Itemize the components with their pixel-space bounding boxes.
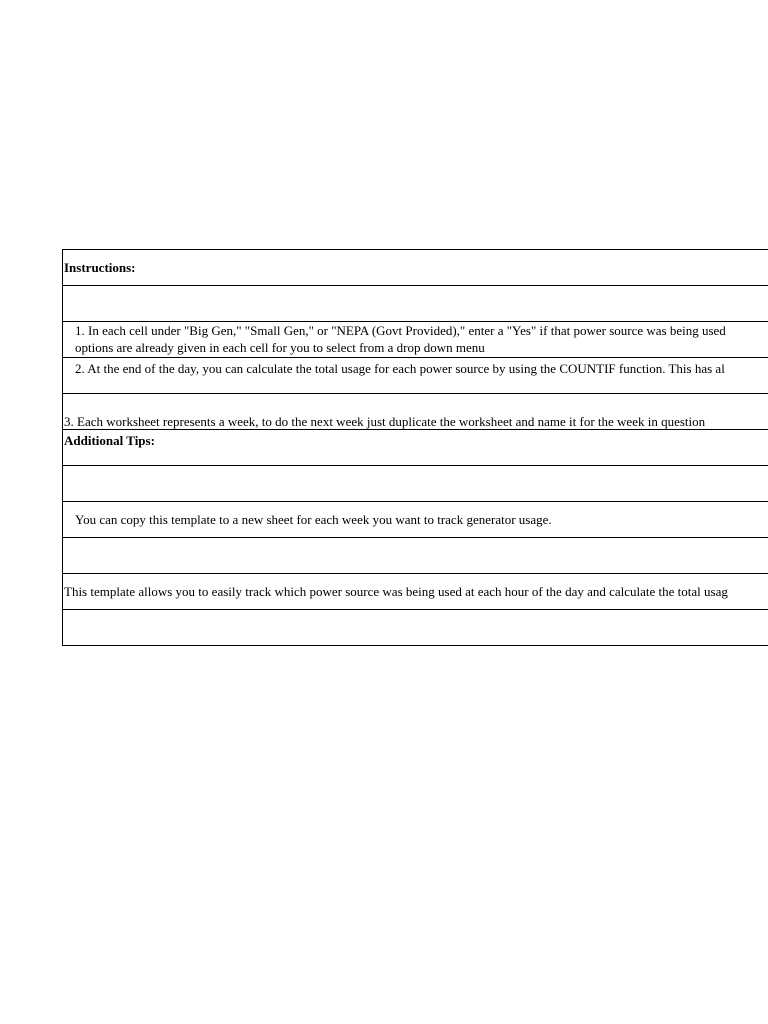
instruction-step-2[interactable]: 2. At the end of the day, you can calculate the total usage for each power source by using the COUNTIF function. This has al [75,361,725,376]
table-row [63,538,768,574]
table-row [63,394,768,430]
instruction-step-3[interactable]: 3. Each worksheet represents a week, to do the next week just duplicate the worksheet and name it for the week in question [64,414,706,429]
instructions-heading[interactable]: Instructions: [64,260,136,275]
table-row [63,322,768,358]
table-row [63,250,768,286]
tip-template-summary[interactable]: This template allows you to easily track which power source was being used at each hour of the day and calculate the total usag [64,584,728,599]
instruction-step-1-line-1[interactable]: 1. In each cell under "Big Gen," "Small Gen," or "NEPA (Govt Provided)," enter a "Yes" if that power source was being used [75,323,726,338]
table-row [63,286,768,322]
table-row [63,610,768,646]
instruction-step-1-line-2[interactable]: options are already given in each cell for you to select from a drop down menu [75,340,485,355]
table-row [63,502,768,538]
spreadsheet-instructions-table [62,249,768,646]
table-row [63,358,768,394]
table-row [63,430,768,466]
tip-copy-template[interactable]: You can copy this template to a new sheet for each week you want to track generator usage. [75,512,552,527]
table-row [63,574,768,610]
additional-tips-heading[interactable]: Additional Tips: [64,433,155,448]
table-row [63,466,768,502]
